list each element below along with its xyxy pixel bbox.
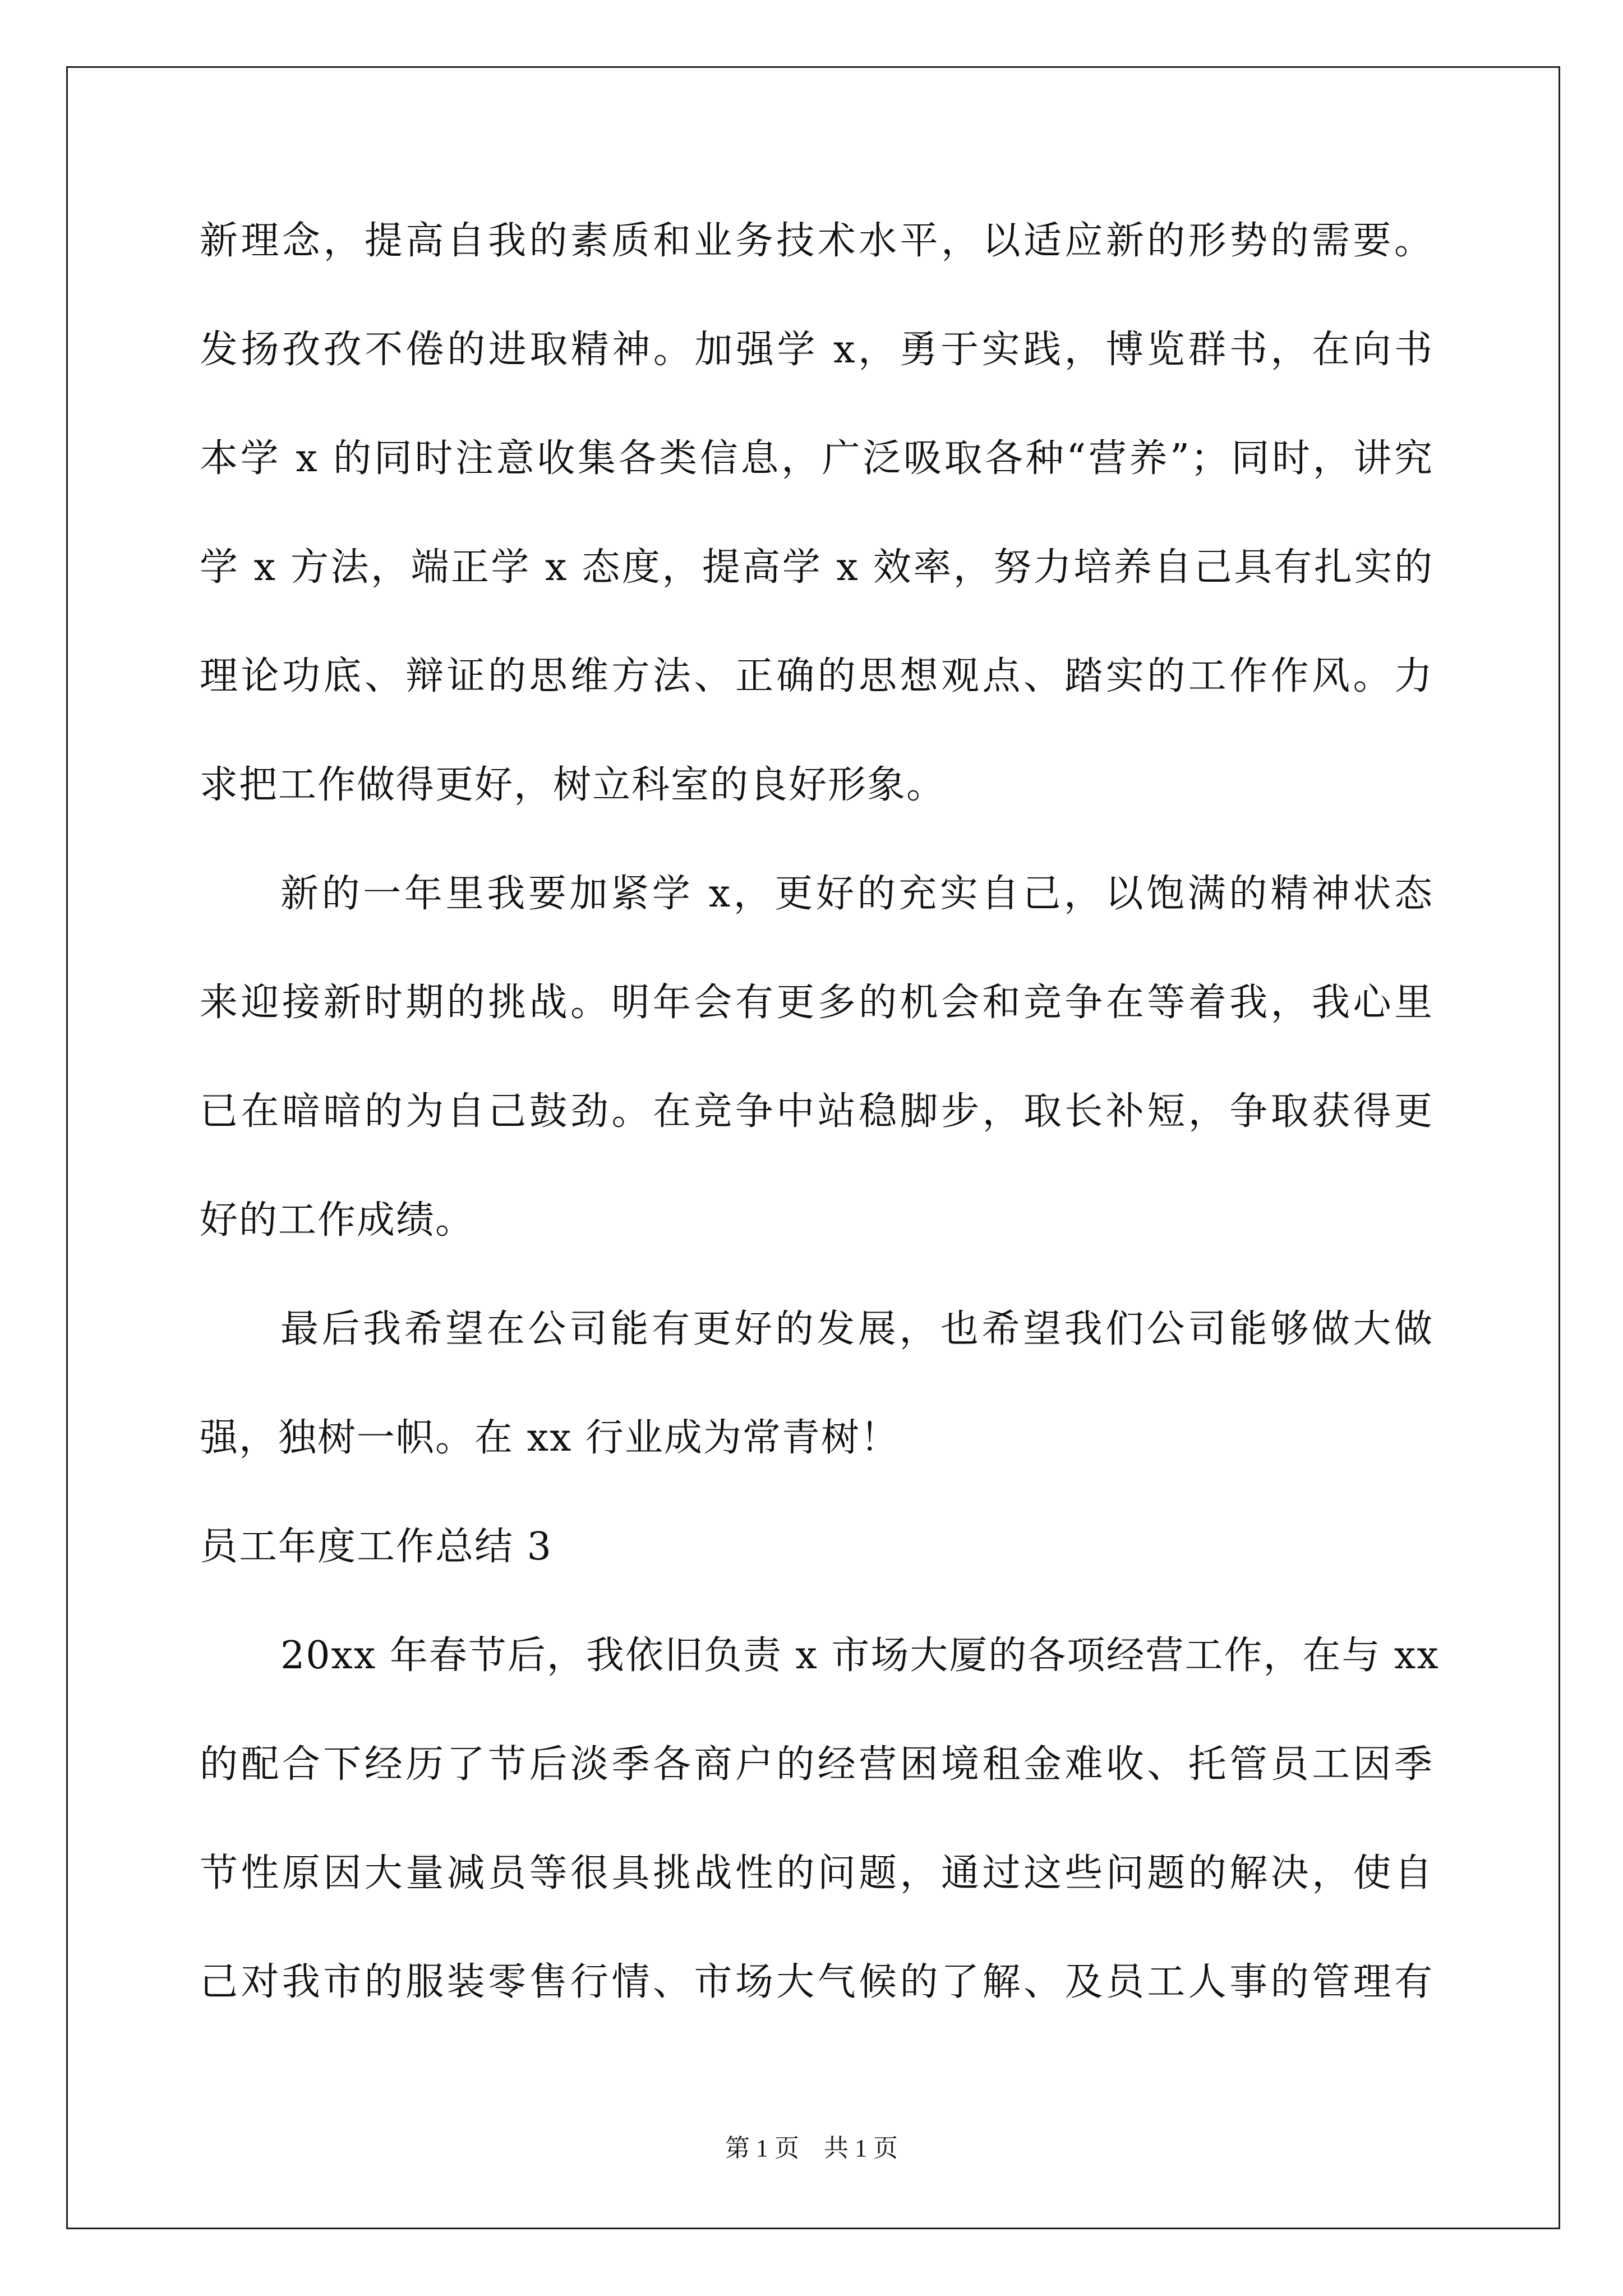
body-line: 来迎接新时期的挑战。明年会有更多的机会和竞争在等着我，我心里 xyxy=(200,981,1433,1025)
body-line: 的配合下经历了节后淡季各商户的经营困境租金难收、托管员工因季 xyxy=(200,1742,1433,1787)
paragraph-first-line: 20xx 年春节后，我依旧负责 x 市场大厦的各项经营工作，在与 xx xyxy=(280,1634,1440,1678)
body-line: 节性原因大量减员等很具挑战性的问题，通过这些问题的解决，使自 xyxy=(200,1851,1433,1895)
body-line: 求把工作做得更好，树立科室的良好形象。 xyxy=(200,763,946,807)
body-line: 本学 x 的同时注意收集各类信息，广泛吸取各种“营养”；同时，讲究 xyxy=(200,436,1434,481)
body-line: 发扬孜孜不倦的进取精神。加强学 x，勇于实践，博览群书，在向书 xyxy=(200,328,1433,372)
body-line: 好的工作成绩。 xyxy=(200,1198,475,1243)
body-line: 强，独树一帜。在 xx 行业成为常青树！ xyxy=(200,1416,900,1460)
paragraph-first-line: 新的一年里我要加紧学 x，更好的充实自己，以饱满的精神状态 xyxy=(280,872,1433,916)
paragraph-first-line: 最后我希望在公司能有更好的发展，也希望我们公司能够做大做 xyxy=(280,1307,1433,1351)
body-line: 新理念，提高自我的素质和业务技术水平，以适应新的形势的需要。 xyxy=(200,219,1433,263)
section-heading: 员工年度工作总结 3 xyxy=(200,1525,552,1569)
page-number-footer: 第 1 页 共 1 页 xyxy=(725,2134,898,2162)
body-line: 已在暗暗的为自己鼓劲。在竞争中站稳脚步，取长补短，争取获得更 xyxy=(200,1089,1433,1134)
body-line: 己对我市的服装零售行情、市场大气候的了解、及员工人事的管理有 xyxy=(200,1960,1433,2004)
body-line: 学 x 方法，端正学 x 态度，提高学 x 效率，努力培养自己具有扎实的 xyxy=(200,545,1433,590)
body-line: 理论功底、辩证的思维方法、正确的思想观点、踏实的工作作风。力 xyxy=(200,654,1433,698)
